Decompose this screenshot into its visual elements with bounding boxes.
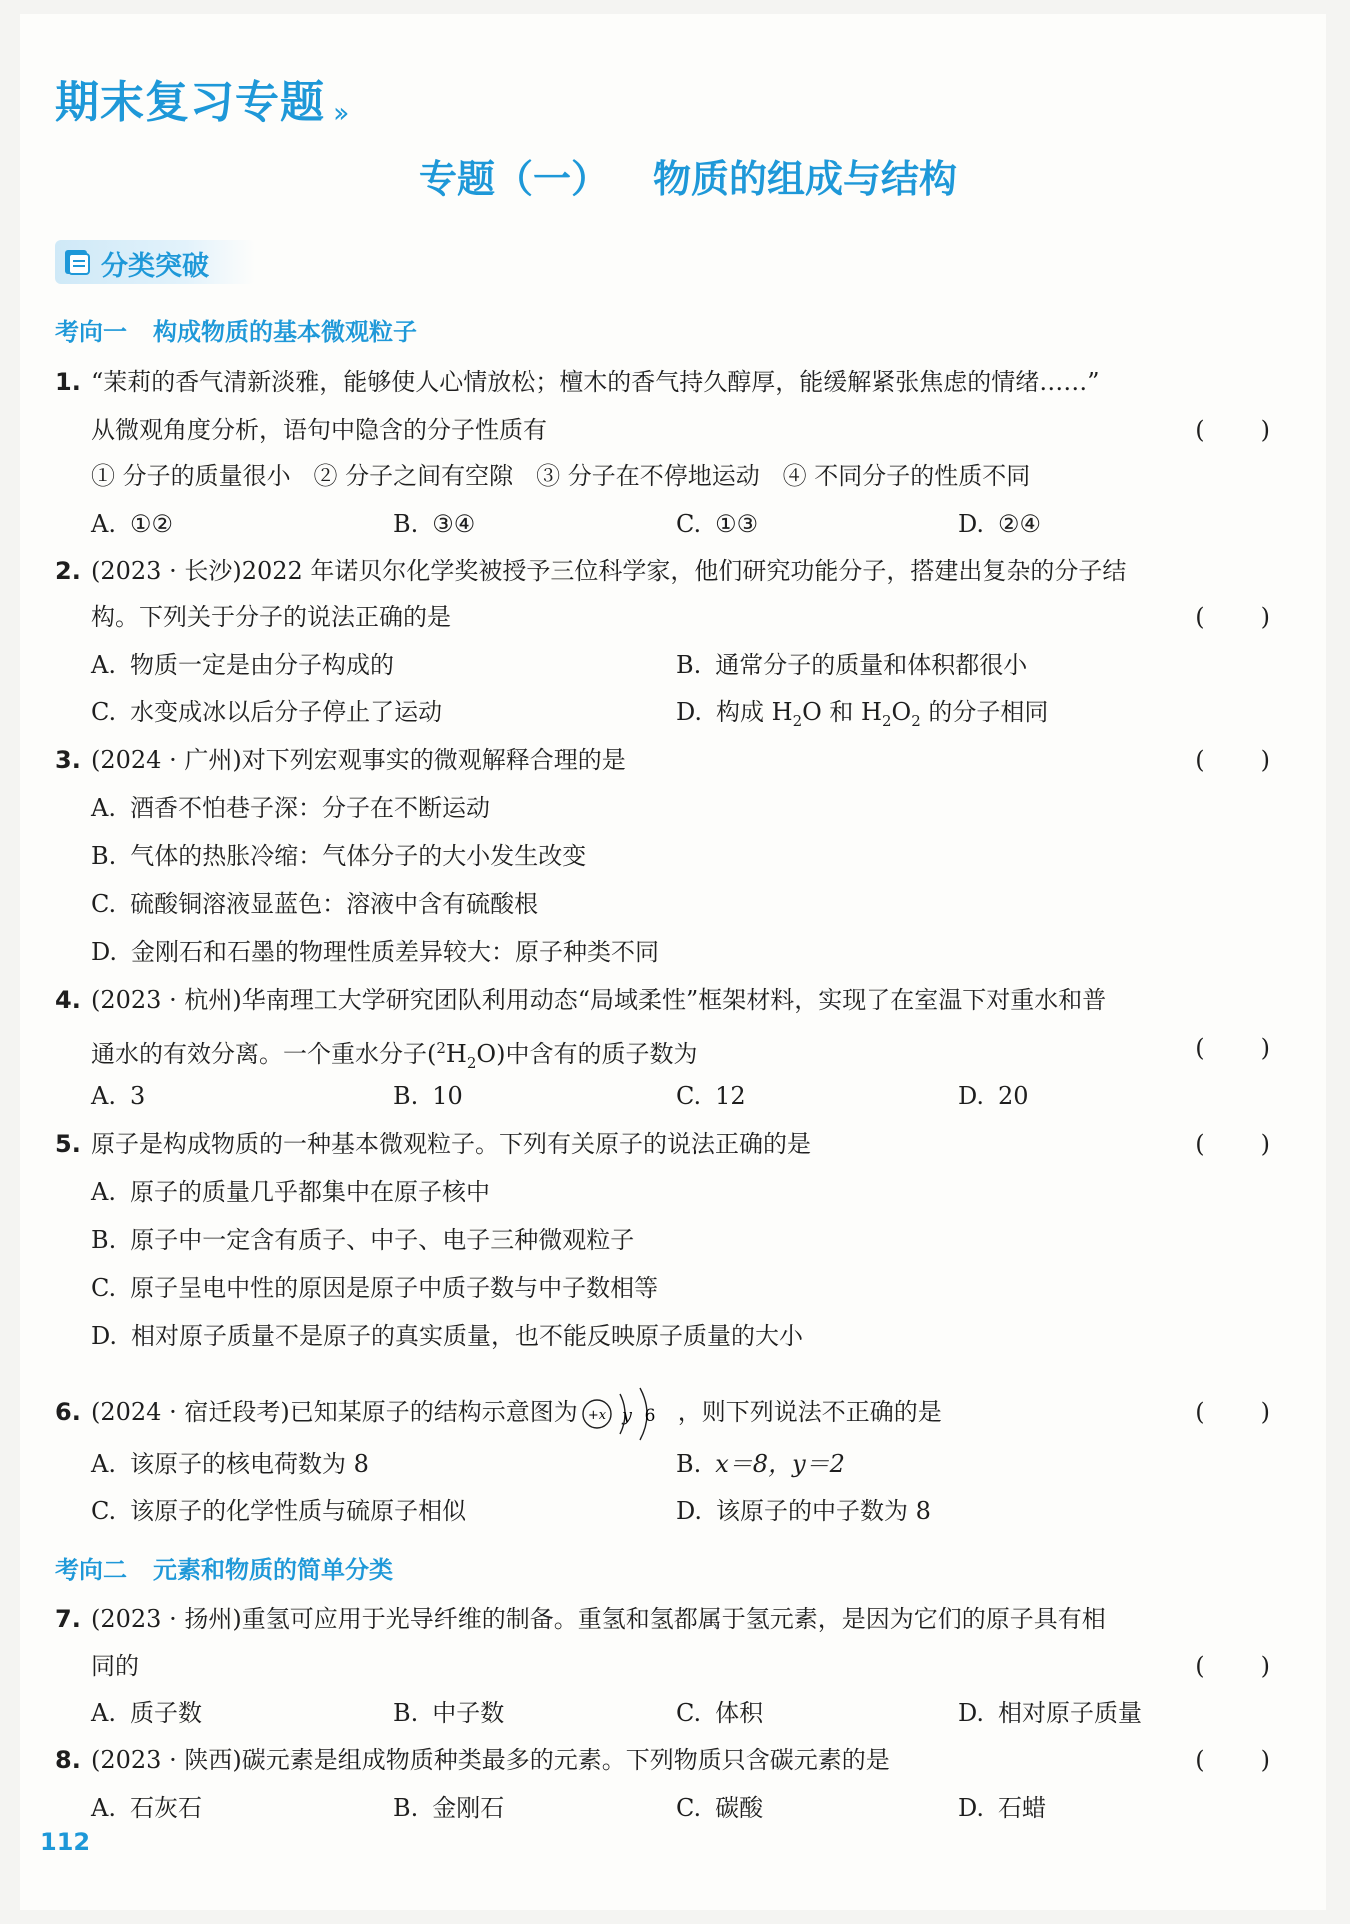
shell-2-electrons: 6 <box>644 1405 656 1426</box>
question-1 <box>55 366 1100 398</box>
question-7 <box>55 1603 1106 1635</box>
question-text: 原子是构成物质的一种基本微观粒子。下列有关原子的说法正确的是 <box>91 1130 811 1158</box>
answer-blank: ( ) <box>1195 603 1286 631</box>
option-b: B. 金刚石 <box>393 1794 505 1822</box>
section-title: 构成物质的基本微观粒子 <box>153 318 417 346</box>
question-8 <box>55 1744 890 1776</box>
option-d: D. 相对原子质量不是原子的真实质量，也不能反映原子质量的大小 <box>91 1322 804 1350</box>
statement-item: ② 分子之间有空隙 <box>313 462 514 490</box>
section-tag: 考向二 <box>55 1556 127 1584</box>
section-badge <box>55 240 255 284</box>
option-d: D. 石蜡 <box>958 1794 1047 1822</box>
option-c: C. ①③ <box>676 510 759 538</box>
option-c: C. 体积 <box>676 1699 764 1727</box>
option-d: D. 相对原子质量 <box>958 1699 1143 1727</box>
question-number: 6. <box>55 1398 81 1426</box>
topic-title <box>0 148 1306 203</box>
question-text: ，则下列说法不正确的是 <box>677 1398 942 1426</box>
shell-1-electrons: y <box>621 1405 632 1426</box>
option-a: A. 质子数 <box>91 1699 202 1727</box>
question-text: (2023 · 陕西)碳元素是组成物质种类最多的元素。下列物质只含碳元素的是 <box>91 1746 890 1774</box>
answer-blank: ( ) <box>1195 1130 1286 1158</box>
question-text: 通水的有效分离。一个重水分子$(^2H_2O)$中含有的质子数为 <box>91 1039 698 1072</box>
option-b: B. 10 <box>393 1082 463 1110</box>
question-number: 8. <box>55 1746 81 1774</box>
option-c: C. 12 <box>676 1082 746 1110</box>
question-text: “茉莉的香气清新淡雅，能够使人心情放松；檀木的香气持久醇厚，能缓解紧张焦虑的情绪……” <box>91 368 1100 396</box>
option-c: C. 原子呈电中性的原因是原子中质子数与中子数相等 <box>91 1274 659 1302</box>
option-b: B. 原子中一定含有质子、中子、电子三种微观粒子 <box>91 1226 635 1254</box>
option-c: C. 水变成冰以后分子停止了运动 <box>91 698 443 726</box>
book-stack-icon <box>63 247 93 277</box>
answer-blank: ( ) <box>1195 1034 1286 1062</box>
page-header-title: 期末复习专题 <box>55 77 325 128</box>
answer-blank: ( ) <box>1195 416 1286 444</box>
section-heading-2 <box>55 1550 393 1585</box>
double-chevron-icon: ›› <box>333 96 344 129</box>
question-text: (2023 · 扬州)重氢可应用于光导纤维的制备。重氢和氢都属于氢元素，是因为它们的原子具有相 <box>91 1605 1106 1633</box>
option-b: B. 气体的热胀冷缩：气体分子的大小发生改变 <box>91 842 587 870</box>
answer-blank: ( ) <box>1195 1746 1286 1774</box>
option-a: A. 原子的质量几乎都集中在原子核中 <box>91 1178 490 1206</box>
section-title: 元素和物质的简单分类 <box>153 1556 393 1584</box>
answer-blank: ( ) <box>1195 746 1286 774</box>
option-a: A. 酒香不怕巷子深：分子在不断运动 <box>91 794 490 822</box>
option-b: B. 中子数 <box>393 1699 505 1727</box>
option-a: A. 物质一定是由分子构成的 <box>91 651 394 679</box>
option-c: C. 硫酸铜溶液显蓝色：溶液中含有硫酸根 <box>91 890 539 918</box>
section-tag: 考向一 <box>55 318 127 346</box>
question-number: 2. <box>55 557 81 585</box>
option-d: D. 20 <box>958 1082 1029 1110</box>
option-c: C. 碳酸 <box>676 1794 764 1822</box>
topic-name: 物质的组成与结构 <box>653 157 958 201</box>
question-number: 7. <box>55 1605 81 1633</box>
option-b: B. x＝8，y＝2 <box>676 1450 845 1478</box>
statement-item: ① 分子的质量很小 <box>91 462 291 490</box>
section-heading-1 <box>55 312 417 347</box>
question-6 <box>55 1384 942 1442</box>
statement-item: ③ 分子在不停地运动 <box>536 462 760 490</box>
question-text: (2023 · 杭州)华南理工大学研究团队利用动态“局域柔性”框架材料，实现了在室温下对重水和普 <box>91 986 1107 1014</box>
question-number: 4. <box>55 986 81 1014</box>
option-d: D. 该原子的中子数为 8 <box>676 1497 931 1525</box>
option-d: D. 构成 $H_2O$ 和 $H_2O_2$ 的分子相同 <box>676 698 1049 730</box>
question-text: (2023 · 长沙)2022 年诺贝尔化学奖被授予三位科学家，他们研究功能分子，搭建出复杂的分子结 <box>91 557 1127 585</box>
option-d: D. ②④ <box>958 510 1042 538</box>
question-text: (2024 · 宿迁段考)已知某原子的结构示意图为 <box>91 1398 578 1426</box>
badge-label: 分类突破 <box>101 251 209 282</box>
option-b: B. 通常分子的质量和体积都很小 <box>676 651 1028 679</box>
question-3 <box>55 744 626 776</box>
question-text: 同的 <box>91 1652 139 1680</box>
question-text: 从微观角度分析，语句中隐含的分子性质有 <box>91 416 547 444</box>
answer-blank: ( ) <box>1195 1398 1286 1426</box>
atomic-structure-diagram <box>580 1386 676 1442</box>
question-2 <box>55 555 1126 587</box>
option-a: A. 石灰石 <box>91 1794 202 1822</box>
statement-item: ④ 不同分子的性质不同 <box>782 462 1031 490</box>
statement-list <box>91 460 1030 492</box>
option-c: C. 该原子的化学性质与硫原子相似 <box>91 1497 467 1525</box>
question-4 <box>55 984 1106 1016</box>
answer-blank: ( ) <box>1195 1652 1286 1680</box>
question-number: 5. <box>55 1130 81 1158</box>
nucleus-label: +x <box>587 1407 606 1423</box>
option-a: A. 该原子的核电荷数为 8 <box>91 1450 369 1478</box>
question-text: (2024 · 广州)对下列宏观事实的微观解释合理的是 <box>91 746 626 774</box>
option-a: A. ①② <box>91 510 173 538</box>
option-b: B. ③④ <box>393 510 476 538</box>
question-number: 3. <box>55 746 81 774</box>
topic-number: 专题（一） <box>418 157 609 201</box>
question-number: 1. <box>55 368 81 396</box>
question-5 <box>55 1128 811 1160</box>
question-text: 构。下列关于分子的说法正确的是 <box>91 603 451 631</box>
option-d: D. 金刚石和石墨的物理性质差异较大：原子种类不同 <box>91 938 660 966</box>
page-number: 112 <box>40 1828 91 1856</box>
option-a: A. 3 <box>91 1082 146 1110</box>
